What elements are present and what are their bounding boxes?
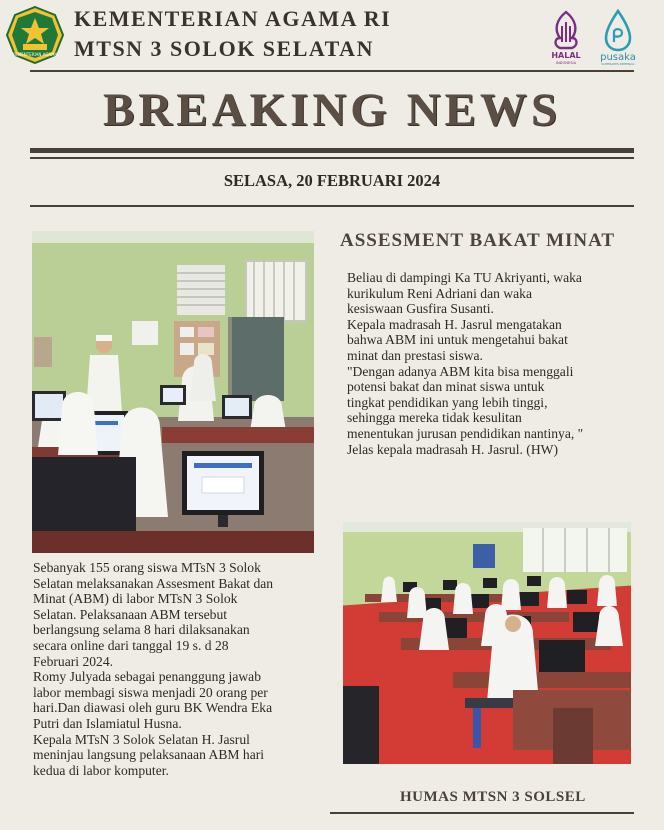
pusaka-logo: [592, 8, 644, 66]
body-line: Selatan melaksanakan Assesment Bakat dan: [33, 575, 274, 591]
body-line: Februari 2024.: [33, 653, 114, 669]
masthead-rule-thick: [30, 148, 634, 153]
lab-photo-front: [32, 231, 314, 553]
body-line: kedua di labor komputer.: [33, 762, 169, 778]
school-name: MTSN 3 SOLOK SELATAN: [74, 36, 374, 61]
body-line: labor membagi siswa menjadi 20 orang per: [33, 684, 268, 700]
header-rule: [30, 70, 634, 72]
kemenag-logo-text: KEMENTERIAN AGAMA: [12, 52, 58, 57]
body-line: Sebanyak 155 orang siswa MTsN 3 Solok: [33, 560, 261, 575]
article-headline: ASSESMENT BAKAT MINAT: [340, 230, 616, 251]
footer-rule: [330, 812, 634, 814]
body-line: Kepala MTsN 3 Solok Selatan H. Jasrul: [33, 731, 250, 747]
pusaka-logo-subtext: SUPERAPPS KEMENAG: [601, 62, 635, 66]
body-line: kesiswaan Gusfira Susanti.: [347, 301, 494, 317]
body-line: Romy Julyada sebagai penanggung jawab: [33, 669, 262, 685]
body-line: berlangsung selama 8 hari dilaksanakan: [33, 622, 250, 638]
body-line: Kepala madrasah H. Jasrul mengatakan: [347, 316, 562, 332]
halal-logo: [546, 8, 586, 66]
dateline: SELASA, 20 FEBRUARI 2024: [223, 171, 441, 190]
halal-logo-subtext: INDONESIA: [555, 61, 577, 65]
body-line: Beliau di dampingi Ka TU Akriyanti, waka: [347, 270, 582, 285]
masthead-rule-thin: [30, 157, 634, 159]
body-line: menentukan jurusan pendidikan nantinya, ": [347, 425, 584, 441]
body-line: bahwa ABM ini untuk mengetahui bakat: [347, 332, 568, 348]
body-line: Selatan. Pelaksanaan ABM tersebut: [33, 606, 228, 622]
body-line: "Dengan adanya ABM kita bisa menggali: [347, 363, 574, 379]
body-line: Putri dan Islamiatul Husna.: [33, 715, 182, 731]
pusaka-logo-text: pusaka: [600, 52, 636, 63]
body-line: meninjau langsung pelaksanaan ABM hari: [33, 747, 265, 763]
credit-byline: HUMAS MTSN 3 SOLSEL: [400, 789, 586, 805]
body-line: kurikulum Reni Adriani dan waka: [347, 285, 532, 301]
kemenag-logo: [6, 6, 64, 64]
lab-photo-side: [343, 522, 631, 764]
body-line: minat dan prestasi siswa.: [347, 347, 483, 363]
article-body-right: [347, 270, 583, 457]
body-line: potensi bakat dan minat siswa untuk: [347, 379, 545, 395]
body-line: Jelas kepala madrasah H. Jasrul. (HW): [347, 441, 559, 457]
halal-logo-text: HALAL: [551, 51, 581, 60]
body-line: Minat (ABM) di labor MTsN 3 Solok: [33, 591, 238, 607]
body-line: sehingga mereka tidak kesulitan: [347, 410, 522, 426]
body-line: secara online dari tanggal 19 s. d 28: [33, 637, 229, 653]
article-body-left: [33, 560, 273, 778]
ministry-name: KEMENTERIAN AGAMA RI: [74, 6, 392, 31]
body-line: tingkat pendidikan yang lebih tinggi,: [347, 394, 548, 410]
body-line: hari.Dan diawasi oleh guru BK Wendra Eka: [33, 700, 273, 716]
dateline-rule: [30, 205, 634, 207]
masthead: BREAKING NEWS: [102, 84, 562, 136]
